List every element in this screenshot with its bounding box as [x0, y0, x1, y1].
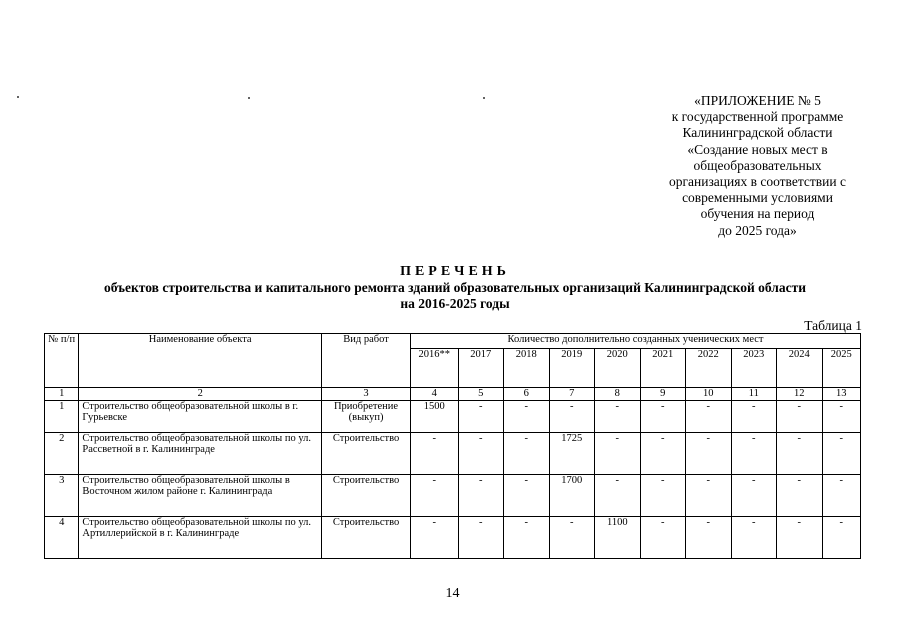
- row-value: -: [458, 474, 504, 516]
- row-value: -: [686, 400, 732, 432]
- table-label: Таблица 1: [804, 318, 862, 333]
- table-row: [45, 432, 861, 474]
- title-line-1: объектов строительства и капитального ремонта зданий образовательных организаций Калининградской области: [104, 280, 806, 295]
- column-number: 10: [686, 388, 732, 401]
- header-year: 2018: [504, 349, 550, 388]
- column-number: 6: [504, 388, 550, 401]
- row-value: -: [504, 516, 550, 558]
- row-value: 1700: [549, 474, 595, 516]
- header-year: 2025: [822, 349, 860, 388]
- header-year: 2021: [640, 349, 686, 388]
- row-value: -: [686, 516, 732, 558]
- row-object-name: Строительство общеобразовательной школы в г. Гурьевске: [79, 400, 322, 432]
- table-row: [45, 474, 861, 516]
- scan-speck: [483, 97, 485, 99]
- appendix-line: «Создание новых мест в: [687, 141, 828, 157]
- row-value: -: [822, 516, 860, 558]
- column-number: 12: [777, 388, 823, 401]
- row-value: -: [411, 516, 459, 558]
- row-work-type: Строительство: [322, 432, 411, 474]
- header-row-1: [45, 334, 861, 349]
- header-year: 2022: [686, 349, 732, 388]
- row-value: -: [458, 516, 504, 558]
- row-value: -: [731, 432, 777, 474]
- appendix-line: организациях в соответствии с: [669, 174, 846, 190]
- appendix-line: Калининградской области: [682, 125, 833, 141]
- row-value: -: [595, 474, 641, 516]
- table-row: [45, 516, 861, 558]
- column-number-row: [45, 388, 861, 401]
- document-title: [40, 264, 870, 312]
- header-year: 2017: [458, 349, 504, 388]
- header-year: 2024: [777, 349, 823, 388]
- row-value: -: [411, 474, 459, 516]
- row-value: -: [595, 432, 641, 474]
- row-value: -: [731, 516, 777, 558]
- header-work: Вид работ: [322, 334, 411, 388]
- row-value: -: [777, 516, 823, 558]
- row-work-type: Строительство: [322, 516, 411, 558]
- page-number: 14: [445, 586, 460, 601]
- column-number: 9: [640, 388, 686, 401]
- row-value: -: [777, 432, 823, 474]
- header-year: 2020: [595, 349, 641, 388]
- row-value: -: [822, 474, 860, 516]
- row-work-type: Строительство: [322, 474, 411, 516]
- header-year: 2019: [549, 349, 595, 388]
- row-num: 2: [45, 432, 79, 474]
- column-number: 1: [45, 388, 79, 401]
- header-places: Количество дополнительно созданных ученических мест: [411, 334, 861, 349]
- scan-speck: [17, 96, 19, 98]
- header-name: Наименование объекта: [79, 334, 322, 388]
- row-value: -: [640, 474, 686, 516]
- row-value: 1500: [411, 400, 459, 432]
- row-object-name: Строительство общеобразовательной школы в Восточном жилом районе г. Калининграда: [79, 474, 322, 516]
- row-value: 1100: [595, 516, 641, 558]
- row-value: -: [731, 400, 777, 432]
- row-value: -: [640, 516, 686, 558]
- row-value: -: [504, 432, 550, 474]
- appendix-line: до 2025 года»: [718, 222, 797, 238]
- appendix-line: «ПРИЛОЖЕНИЕ № 5: [694, 93, 821, 108]
- row-value: -: [777, 400, 823, 432]
- header-num: № п/п: [45, 334, 79, 388]
- column-number: 4: [411, 388, 459, 401]
- title-main: ПЕРЕЧЕНЬ: [400, 264, 510, 279]
- row-value: -: [640, 400, 686, 432]
- objects-table: [44, 333, 861, 559]
- header-year: 2023: [731, 349, 777, 388]
- appendix-line: к государственной программе: [671, 109, 844, 125]
- row-value: -: [731, 474, 777, 516]
- row-value: -: [549, 516, 595, 558]
- appendix-line: обучения на период: [700, 206, 815, 222]
- row-num: 1: [45, 400, 79, 432]
- row-value: -: [549, 400, 595, 432]
- column-number: 13: [822, 388, 860, 401]
- scan-speck: [248, 97, 250, 99]
- column-number: 5: [458, 388, 504, 401]
- row-value: 1725: [549, 432, 595, 474]
- row-object-name: Строительство общеобразовательной школы по ул. Артиллерийской в г. Калининграде: [79, 516, 322, 558]
- row-num: 4: [45, 516, 79, 558]
- appendix-line: общеобразовательных: [693, 157, 822, 173]
- row-num: 3: [45, 474, 79, 516]
- table-row: [45, 400, 861, 432]
- row-work-type: Приобретение (выкуп): [322, 400, 411, 432]
- row-object-name: Строительство общеобразовательной школы по ул. Рассветной в г. Калининграде: [79, 432, 322, 474]
- row-value: -: [504, 474, 550, 516]
- row-value: -: [458, 400, 504, 432]
- row-value: -: [686, 432, 732, 474]
- row-value: -: [686, 474, 732, 516]
- row-value: -: [640, 432, 686, 474]
- column-number: 7: [549, 388, 595, 401]
- header-year: 2016**: [411, 349, 459, 388]
- column-number: 11: [731, 388, 777, 401]
- column-number: 8: [595, 388, 641, 401]
- row-value: -: [822, 432, 860, 474]
- row-value: -: [504, 400, 550, 432]
- appendix-header: [650, 93, 865, 239]
- row-value: -: [777, 474, 823, 516]
- column-number: 2: [79, 388, 322, 401]
- title-line-2: на 2016-2025 годы: [400, 296, 510, 311]
- row-value: -: [458, 432, 504, 474]
- row-value: -: [411, 432, 459, 474]
- appendix-line: современными условиями: [682, 190, 833, 206]
- column-number: 3: [322, 388, 411, 401]
- row-value: -: [822, 400, 860, 432]
- row-value: -: [595, 400, 641, 432]
